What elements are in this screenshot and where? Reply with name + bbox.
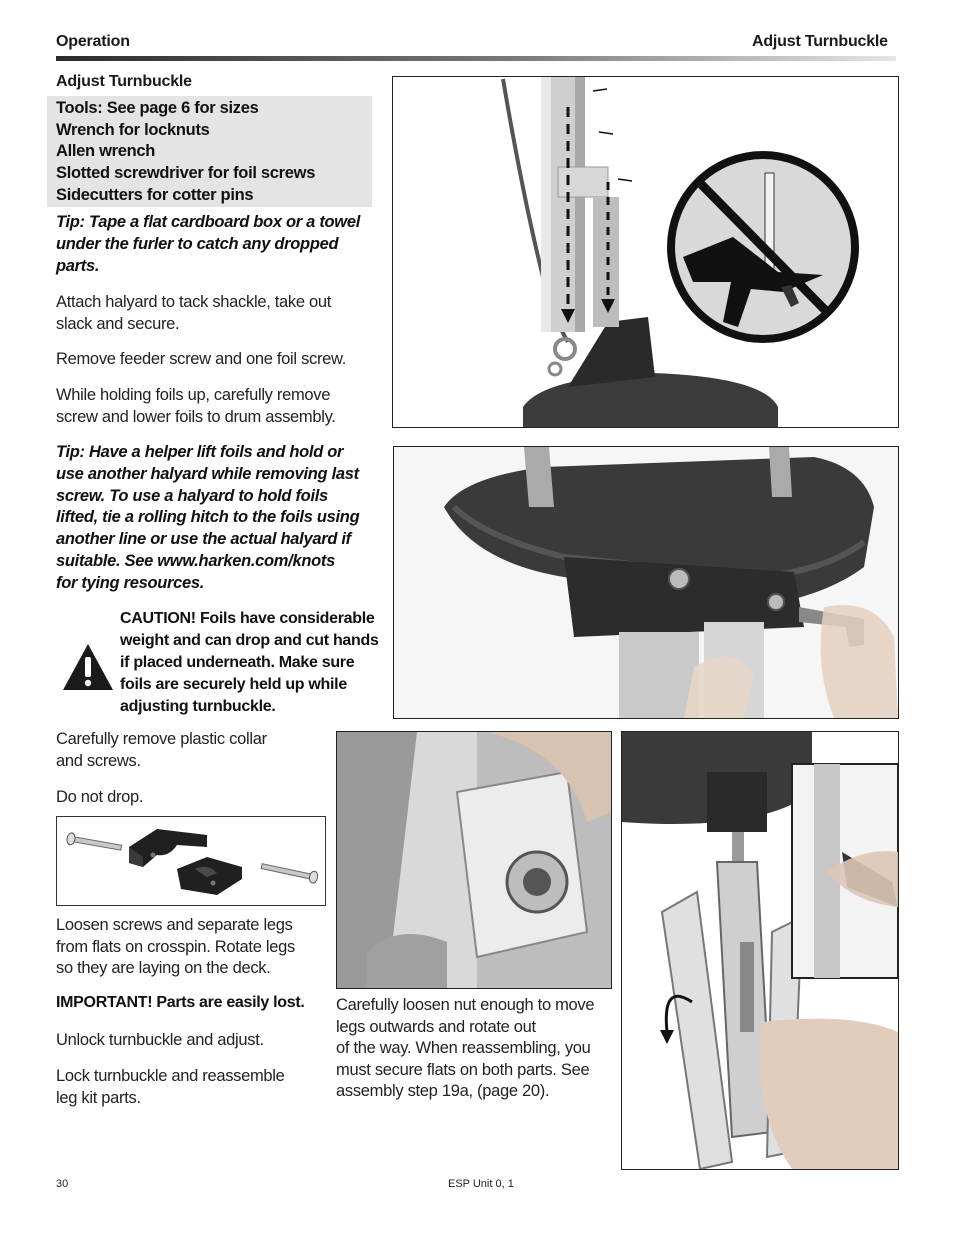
photo-lower-foils xyxy=(392,76,899,428)
header-page-topic: Adjust Turnbuckle xyxy=(752,33,888,50)
page-number: 30 xyxy=(56,1178,69,1190)
caution-text: CAUTION! Foils have considerable weight and can drop and cut hands if placed underneath. Make sure foils are securely held up while adjusting turnbuckle. xyxy=(120,610,379,715)
turnbuckle-image xyxy=(622,732,898,1169)
photo-adjust-turnbuckle xyxy=(621,731,899,1170)
tools-list xyxy=(56,98,370,207)
tools-item: Allen wrench xyxy=(56,142,156,161)
warning-triangle-icon xyxy=(61,642,115,692)
instruction-unlock-turnbuckle: Unlock turnbuckle and adjust. xyxy=(56,1031,264,1049)
tip-helper-halyard: Tip: Have a helper lift foils and hold or use another halyard while removing last screw. To use a halyard to hold foils lifted, tie a rolling hitch to the foils using another line or use the actual halyard if suitable. See www.harken.com/knots for tying resources. xyxy=(56,443,360,592)
instruction-do-not-drop: Do not drop. xyxy=(56,788,144,806)
prohibited-sign-icon xyxy=(671,155,855,339)
tools-item: Wrench for locknuts xyxy=(56,120,210,139)
instruction-lock-turnbuckle: Lock turnbuckle and reassemble leg kit parts. xyxy=(56,1067,285,1107)
instruction-remove-collar: Carefully remove plastic collar and screws. xyxy=(56,730,267,770)
foils-drum-image xyxy=(393,77,898,427)
instruction-remove-feeder: Remove feeder screw and one foil screw. xyxy=(56,350,347,368)
footer-unit: ESP Unit 0, 1 xyxy=(448,1178,514,1190)
tools-item: Tools: See page 6 for sizes xyxy=(56,99,259,117)
collar-screws-image xyxy=(57,817,325,905)
collar-parts-illustration xyxy=(56,816,326,906)
tip-tape-box: Tip: Tape a flat cardboard box or a towel under the furler to catch any dropped parts. xyxy=(56,213,361,275)
photo-remove-collar xyxy=(393,446,899,719)
header-section-label: Operation xyxy=(56,33,130,50)
instruction-loosen-legs: Loosen screws and separate legs from flats on crosspin. Rotate legs so they are laying on the deck. xyxy=(56,916,295,977)
tools-item: Slotted screwdriver for foil screws xyxy=(56,164,316,183)
photo-loosen-nut xyxy=(336,731,612,989)
header-rule xyxy=(56,56,896,61)
caption-loosen-nut: Carefully loosen nut enough to move legs outwards and rotate out of the way. When reassembling, you must secure flats on both parts. See assembly step 19a, (page 20). xyxy=(336,996,595,1100)
tools-item: Sidecutters for cotter pins xyxy=(56,185,254,204)
important-notice: IMPORTANT! Parts are easily lost. xyxy=(56,994,305,1011)
leg-nut-image xyxy=(337,732,611,988)
instruction-attach-halyard: Attach halyard to tack shackle, take out slack and secure. xyxy=(56,293,332,333)
instruction-lower-foils: While holding foils up, carefully remove screw and lower foils to drum assembly. xyxy=(56,386,336,426)
collar-removal-image xyxy=(394,447,898,718)
section-title: Adjust Turnbuckle xyxy=(56,73,192,90)
